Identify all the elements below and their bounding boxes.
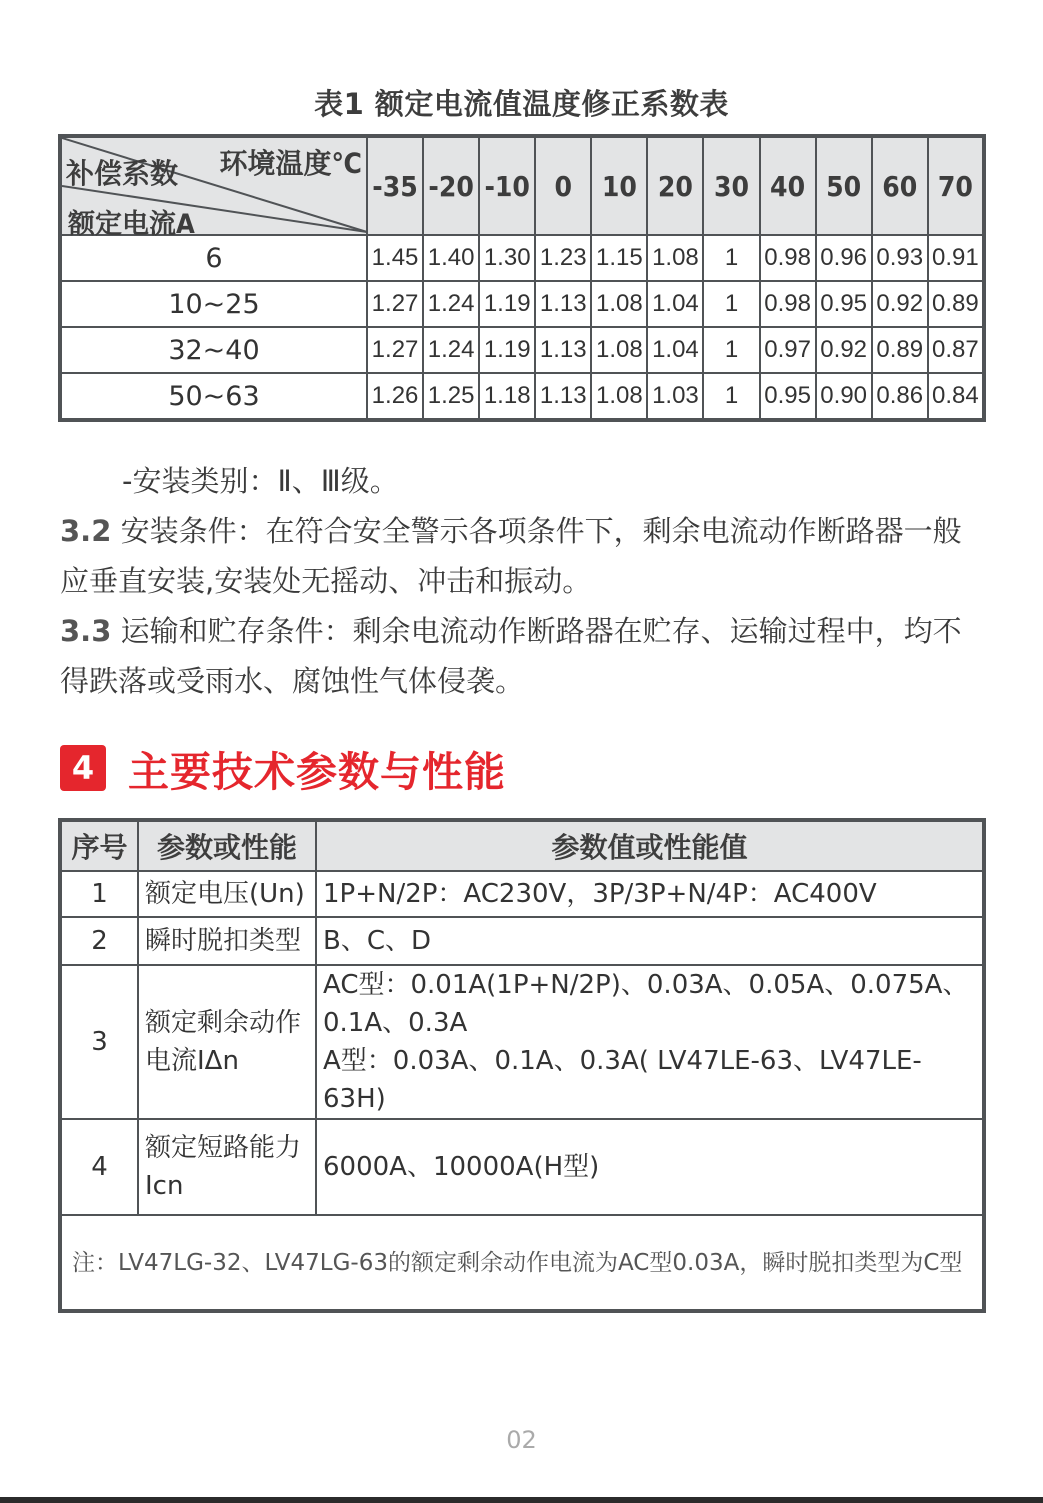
coefficient-cell: 0.90: [816, 373, 872, 420]
row-number: 2: [60, 917, 138, 965]
coefficient-cell: 1.08: [647, 235, 703, 281]
coefficient-cell: 1.04: [647, 281, 703, 327]
bottom-divider: [0, 1497, 1043, 1503]
param-name: 瞬时脱扣类型: [138, 917, 316, 965]
section-3-2-number: 3.2: [60, 514, 112, 548]
table-row: [60, 871, 984, 917]
coefficient-cell: 1: [703, 327, 759, 373]
coefficient-cell: 1.27: [367, 327, 423, 373]
coefficient-cell: 1: [703, 281, 759, 327]
coefficient-cell: 1.24: [423, 281, 479, 327]
param-value: B、C、D: [316, 917, 984, 965]
coefficient-cell: 1.19: [479, 281, 535, 327]
temp-header: -10: [479, 136, 535, 235]
param-value: [316, 965, 984, 1119]
coefficient-cell: 1.26: [367, 373, 423, 420]
row-number: 4: [60, 1119, 138, 1215]
temp-header: 0: [535, 136, 591, 235]
coefficient-cell: 1.24: [423, 327, 479, 373]
section-title: 主要技术参数与性能: [128, 747, 506, 796]
table-row: [60, 965, 984, 1119]
section-3-3-number: 3.3: [60, 614, 112, 648]
coefficient-cell: 1.04: [647, 327, 703, 373]
rated-current-cell: 10~25: [60, 281, 367, 327]
coefficient-cell: 1.25: [423, 373, 479, 420]
coefficient-cell: 1.27: [367, 281, 423, 327]
section-number-badge: 4: [60, 745, 106, 791]
coefficient-cell: 1.13: [535, 373, 591, 420]
table-row: [60, 1119, 984, 1215]
table-row: [60, 281, 984, 327]
rated-current-cell: 32~40: [60, 327, 367, 373]
corner-label-temperature: 环境温度℃: [219, 147, 362, 180]
coefficient-cell: 1.08: [591, 373, 647, 420]
coefficient-cell: 1.30: [479, 235, 535, 281]
coefficient-cell: 0.89: [872, 327, 928, 373]
corner-label-current: 额定电流A: [68, 209, 195, 240]
coefficient-cell: 1: [703, 235, 759, 281]
table-row: [60, 917, 984, 965]
coefficient-cell: 1.15: [591, 235, 647, 281]
header-no: 序号: [60, 820, 138, 871]
coefficient-cell: 0.87: [928, 327, 984, 373]
coefficient-cell: 1.08: [591, 327, 647, 373]
table-row: [60, 373, 984, 420]
temp-header: 20: [647, 136, 703, 235]
value-line: AC型：0.01A(1P+N/2P)、0.03A、0.05A、0.075A、0.1A、0.3A: [323, 970, 969, 1038]
coefficient-cell: 0.95: [760, 373, 816, 420]
rated-current-cell: 50~63: [60, 373, 367, 420]
value-line: A型：0.03A、0.1A、0.3A( LV47LE-63、LV47LE-63H): [323, 1046, 922, 1114]
table1-title: 表1 额定电流值温度修正系数表: [314, 87, 729, 121]
param-name: 额定剩余动作电流IΔn: [138, 965, 316, 1119]
technical-parameters-table: [58, 818, 986, 1313]
coefficient-cell: 1: [703, 373, 759, 420]
table-row: [60, 327, 984, 373]
coefficient-cell: 1.45: [367, 235, 423, 281]
coefficient-cell: 1.18: [479, 373, 535, 420]
coefficient-cell: 1.03: [647, 373, 703, 420]
param-name: 额定短路能力Icn: [138, 1119, 316, 1215]
coefficient-cell: 0.89: [928, 281, 984, 327]
coefficient-cell: 0.86: [872, 373, 928, 420]
coefficient-cell: 0.84: [928, 373, 984, 420]
header-value: 参数值或性能值: [316, 820, 984, 871]
section-3-3-text: 运输和贮存条件：剩余电流动作断路器在贮存、运输过程中，均不得跌落或受雨水、腐蚀性气体侵袭。: [60, 614, 962, 698]
temp-header: 30: [703, 136, 759, 235]
section-4-heading: [60, 740, 506, 796]
param-value: 6000A、10000A(H型): [316, 1119, 984, 1215]
page-number: 02: [506, 1426, 537, 1454]
rated-current-cell: 6: [60, 235, 367, 281]
coefficient-cell: 0.96: [816, 235, 872, 281]
table1-corner-cell: [60, 136, 367, 240]
corner-label-coefficient: 补偿系数: [66, 157, 179, 190]
section-3-2-paragraph: [60, 506, 990, 606]
temp-header: 60: [872, 136, 928, 235]
coefficient-cell: 0.92: [872, 281, 928, 327]
coefficient-cell: 0.97: [760, 327, 816, 373]
table-note: 注：LV47LG-32、LV47LG-63的额定剩余动作电流为AC型0.03A，瞬时脱扣类型为C型: [60, 1215, 984, 1311]
param-name: 额定电压(Un): [138, 871, 316, 917]
section-3-3-paragraph: [60, 606, 990, 706]
table1-header-row: [60, 136, 984, 235]
table2-header-row: [60, 820, 984, 871]
coefficient-cell: 0.98: [760, 235, 816, 281]
temperature-correction-table: [58, 134, 986, 422]
temp-header: -20: [423, 136, 479, 235]
temp-header: 10: [591, 136, 647, 235]
row-number: 3: [60, 965, 138, 1119]
section-3-2-text: 安装条件：在符合安全警示各项条件下，剩余电流动作断路器一般应垂直安装,安装处无摇动、冲击和振动。: [60, 514, 962, 598]
temp-header: 50: [816, 136, 872, 235]
coefficient-cell: 0.92: [816, 327, 872, 373]
coefficient-cell: 0.95: [816, 281, 872, 327]
table-note-row: [60, 1215, 984, 1311]
temp-header: 40: [760, 136, 816, 235]
temp-header: -35: [367, 136, 423, 235]
install-category-text: -安装类别：Ⅱ、Ⅲ级。: [122, 464, 399, 498]
table-row: [60, 235, 984, 281]
row-number: 1: [60, 871, 138, 917]
temp-header: 70: [928, 136, 984, 235]
coefficient-cell: 1.19: [479, 327, 535, 373]
coefficient-cell: 1.13: [535, 327, 591, 373]
coefficient-cell: 1.13: [535, 281, 591, 327]
coefficient-cell: 0.93: [872, 235, 928, 281]
param-value: 1P+N/2P：AC230V，3P/3P+N/4P：AC400V: [316, 871, 984, 917]
coefficient-cell: 1.08: [591, 281, 647, 327]
coefficient-cell: 0.91: [928, 235, 984, 281]
coefficient-cell: 1.23: [535, 235, 591, 281]
coefficient-cell: 0.98: [760, 281, 816, 327]
coefficient-cell: 1.40: [423, 235, 479, 281]
header-param: 参数或性能: [138, 820, 316, 871]
